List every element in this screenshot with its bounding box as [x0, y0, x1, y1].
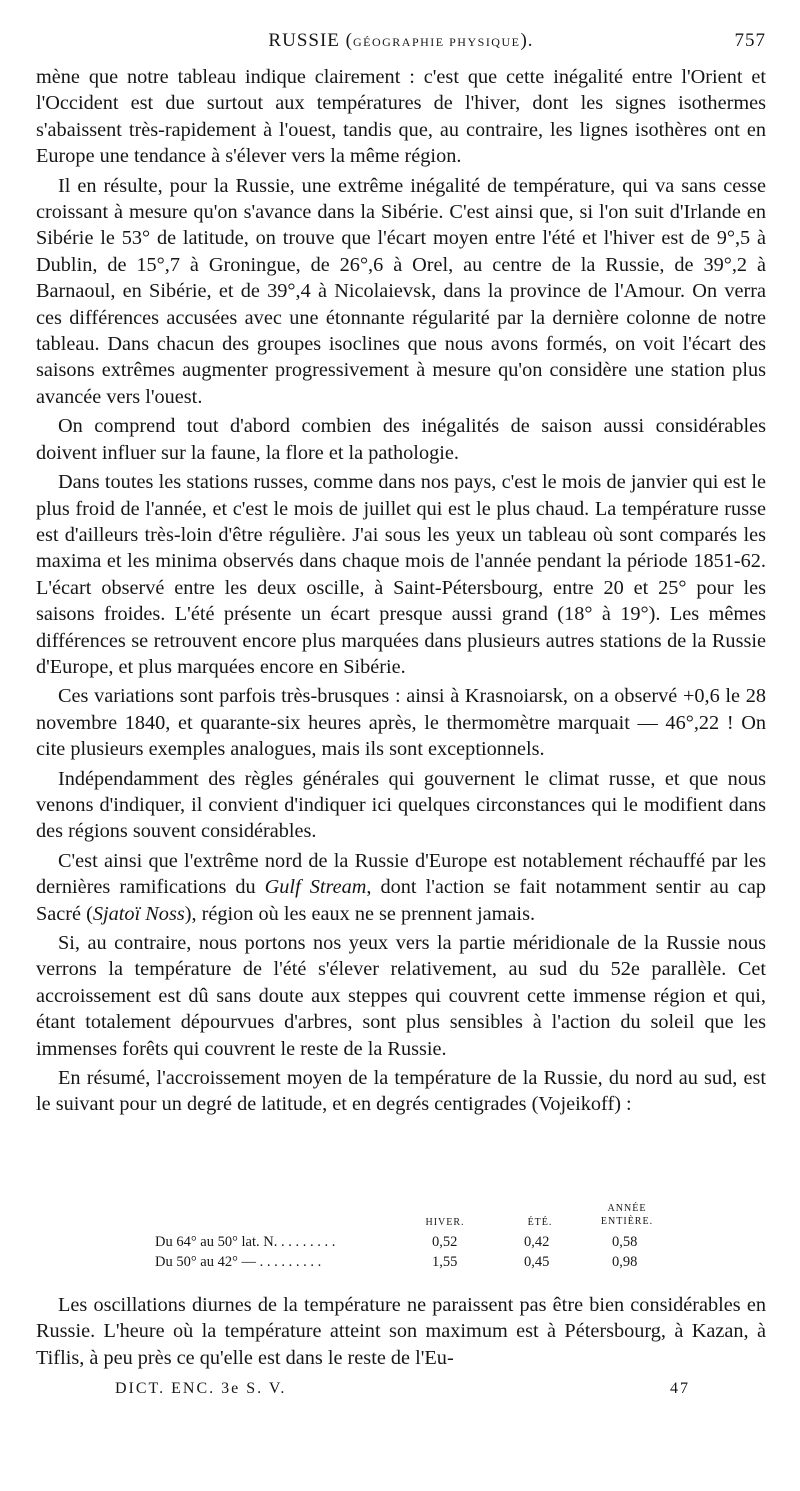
temperature-table: [150, 1200, 670, 1274]
page-number: 757: [734, 30, 766, 51]
row-label: Du 64° au 50° lat. N. . . . . . . . .: [155, 1234, 336, 1250]
row-label: Du 50° au 42° — . . . . . . . . .: [155, 1254, 322, 1270]
paragraph-gulf-stream: [36, 848, 766, 927]
text-run: ), région où les eaux ne se prennent jamais.: [184, 902, 536, 925]
cell-ete: 0,45: [524, 1254, 550, 1270]
paragraph: Indépendamment des règles générales qui gouvernent le climat russe, et que nous venons d'indiquer, il convient d'indiquer ici quelques circonstances qui le modifient dans des régions souvent considérables.: [36, 767, 766, 843]
paragraph: Ces variations sont parfois très-brusques : ainsi à Krasnoiarsk, on a observé +0,6 le 28 novembre 1840, et quarante-six heures après, le thermomètre marquait — 46°,22 ! On cite plusieurs exemples analogues, mais ils sont exceptionnels.: [36, 685, 766, 761]
italic-term: Sjatoï Noss: [92, 902, 185, 925]
cell-hiver: 1,55: [432, 1254, 458, 1270]
cell-hiver: 0,52: [432, 1234, 458, 1250]
printer-signature: DICT. ENC. 3e S. V.: [115, 1380, 287, 1397]
sheet-number: 47: [670, 1380, 690, 1397]
paragraph: mène que notre tableau indique clairement : c'est que cette inégalité entre l'Orient et l'Occident est due surtout aux températures de l'hiver, dont les signes isothermes s'abaissent très-rapidement à l'ouest, tandis que, au contraire, les lignes isothères ont en Europe une tendance à s'élever vers la même région.: [36, 66, 766, 168]
paragraph: Dans toutes les stations russes, comme dans nos pays, c'est le mois de janvier qui est le plus froid de l'année, et c'est le mois de juillet qui est le plus chaud. La température russe est d'ailleurs très-loin d'être régulière. J'ai sous les yeux un tableau où sont comparés les maxima et les minima observés dans chaque mois de l'année pendant la période 1851-62. L'écart observé entre les deux oscille, à Saint-Pétersbourg, entre 20 et 25° pour les saisons froides. L'été présente un écart presque aussi grand (18° à 19°). Les mêmes différences se retrouvent encore plus marquées dans plusieurs autres stations de la Russie d'Europe, et plus marquées encore en Sibérie.: [36, 471, 766, 678]
running-title: [36, 30, 766, 52]
text-run: , dont l'action se fait notamment sentir au cap Sacré (: [36, 876, 766, 925]
paragraph: En résumé, l'accroissement moyen de la température de la Russie, du nord au sud, est le suivant pour un degré de latitude, et en degrés centigrades (Vojeikoff) :: [36, 1067, 766, 1116]
column-header-hiver: HIVER.: [425, 1217, 465, 1228]
column-header-ete: ÉTÉ.: [527, 1217, 553, 1228]
table-row: [150, 1234, 670, 1254]
running-title-close: ).: [520, 30, 534, 51]
cell-ete: 0,42: [524, 1234, 550, 1250]
body-text: [36, 64, 766, 1118]
italic-term: Gulf Stream: [264, 876, 367, 899]
paragraph: Il en résulte, pour la Russie, une extrême inégalité de température, qui va sans cesse croissant à mesure qu'on s'avance dans la Sibérie. C'est ainsi que, si l'on suit d'Irlande en Sibérie le 53° de latitude, on trouve que l'écart moyen entre l'été et l'hiver est de 9°,5 à Dublin, de 15°,7 à Groningue, de 26°,6 à Orel, au centre de la Russie, de 39°,2 à Barnaoul, en Sibérie, et de 39°,4 à Nicolaievsk, dans la province de l'Amour. On verra ces différences accusées avec une étonnante régularité par la dernière colonne de notre tableau. Dans chacun des groupes isoclines que nous avons formés, on voit l'écart des saisons extrêmes augmenter progressivement à mesure qu'on considère une station plus avancée vers l'ouest.: [36, 174, 766, 408]
cell-annee: 0,58: [612, 1234, 638, 1250]
table-header: [150, 1200, 670, 1234]
running-title-subtitle: GÉOGRAPHIE PHYSIQUE: [352, 35, 521, 49]
paragraph: Les oscillations diurnes de la température ne paraissent pas être bien considérables en Russie. L'heure où la température atteint son maximum est à Pétersbourg, à Kazan, à Tiflis, à peu près ce qu'elle est dans le reste de l'Eu-: [36, 1294, 766, 1369]
running-title-main: RUSSIE (: [268, 30, 353, 51]
paragraph: Si, au contraire, nous portons nos yeux vers la partie méridionale de la Russie nous verrons la température de l'été s'élever relativement, au sud du 52e parallèle. Cet accroissement est dû sans doute aux steppes qui couvrent cette immense région et qui, étant totalement dépourvues d'arbres, sont plus sensibles à l'action du soleil que les immenses forêts qui couvrent le reste de la Russie.: [36, 932, 766, 1060]
paragraph: On comprend tout d'abord combien des inégalités de saison aussi considérables doivent influer sur la faune, la flore et la pathologie.: [36, 415, 766, 464]
text-run: C'est ainsi que l'extrême nord de la Russie d'Europe est notablement réchauffé par les dernières ramifications du: [36, 849, 766, 899]
column-header-annee: ANNÉE ENTIÈRE.: [600, 1203, 654, 1227]
running-header: [36, 30, 766, 58]
cell-annee: 0,98: [612, 1254, 638, 1270]
table-row: [150, 1254, 670, 1274]
